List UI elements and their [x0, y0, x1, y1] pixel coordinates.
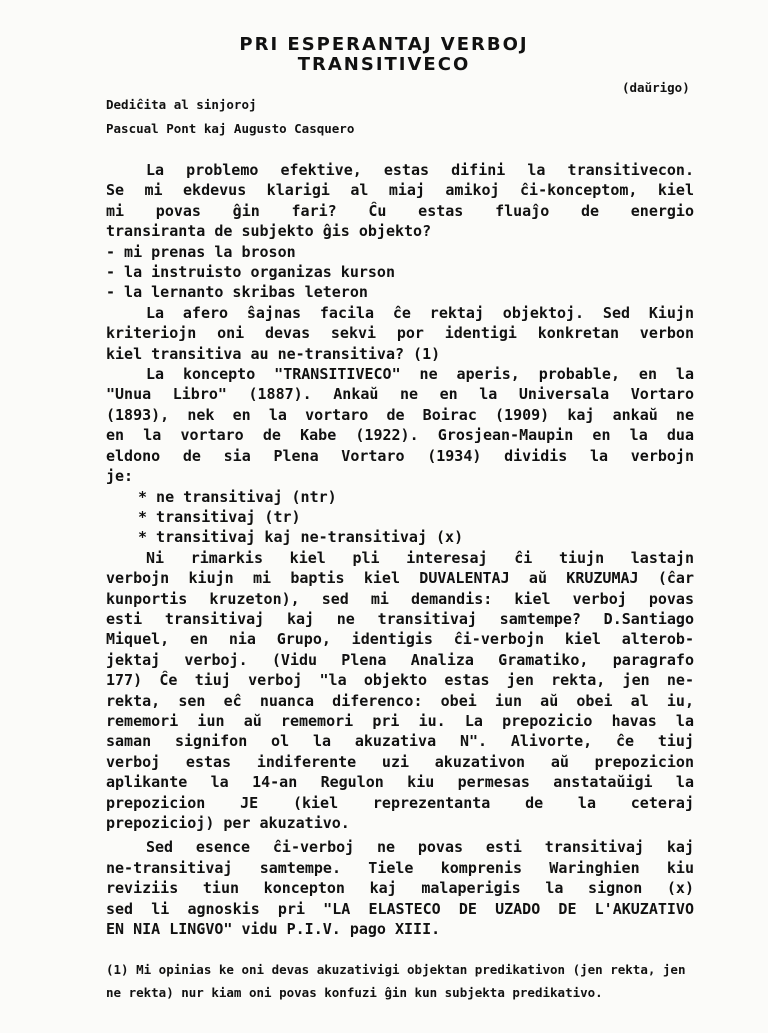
list-item: - mi prenas la broson [106, 242, 296, 261]
list-item: - la lernanto skribas leteron [106, 283, 368, 302]
body-line: jektaj verboj. (Vidu Plena Analiza Gramatiko, paragrafo [106, 650, 694, 669]
body-line: (1893), nek en la vortaro de Boirac (1909) kaj ankaŭ ne [106, 405, 694, 424]
body-line: 177) Ĉe tiuj verboj "la objekto estas jen rekta, jen ne- [106, 671, 694, 690]
body-line: rememori iun aŭ rememori pri iu. La prepozicio havas la [106, 711, 694, 730]
list-item: * ne transitivaj (ntr) [138, 487, 337, 506]
list-item: * transitivaj kaj ne-transitivaj (x) [138, 528, 464, 547]
body-line: mi povas ĝin fari? Ĉu estas fluaĵo de energio [106, 201, 694, 220]
list-item: - la instruisto organizas kurson [106, 263, 395, 282]
body-line: Se mi ekdevus klarigi al miaj amikoj ĉi-konceptom, kiel [106, 181, 694, 200]
continuation-note: (daŭrigo) [622, 80, 690, 95]
body-line: Ni rimarkis kiel pli interesaj ĉi tiujn lastajn [146, 548, 694, 567]
body-line: transiranta de subjekto ĝis objekto? [106, 222, 432, 241]
body-line: je: [106, 467, 134, 486]
body-line: sed li agnoskis pri "LA ELASTECO DE UZADO DE L'AKUZATIVO [106, 899, 694, 918]
dedication-line2: Pascual Pont kaj Augusto Casquero [106, 121, 355, 136]
list-item: * transitivaj (tr) [138, 507, 301, 526]
body-line: La koncepto "TRANSITIVECO" ne aperis, probable, en la [146, 365, 694, 384]
article-body [106, 160, 694, 939]
body-line: saman signifon ol la akuzativa N". Alivorte, ĉe tiuj [106, 732, 694, 751]
body-line: Sed esence ĉi-verboj ne povas esti transitivaj kaj [146, 838, 694, 857]
document-title-line2: TRANSITIVECO [297, 54, 471, 75]
document-title-line1: PRI ESPERANTAJ VERBOJ [239, 34, 529, 55]
body-line: "Unua Libro" (1887). Ankaŭ ne en la Universala Vortaro [106, 385, 694, 404]
footnote-line: (1) Mi opinias ke oni devas akuzativigi objektan predikativon (jen rekta, jen [106, 962, 686, 977]
body-line: La afero ŝajnas facila ĉe rektaj objektoj. Sed Kiujn [146, 303, 694, 322]
body-line: esti transitivaj kaj ne transitivaj samtempe? D.Santiago [106, 609, 694, 628]
body-line: verbojn kiujn mi baptis kiel DUVALENTAJ aŭ KRUZUMAJ (ĉar [106, 569, 694, 588]
body-line: eldono de sia Plena Vortaro (1934) dividis la verbojn [106, 446, 694, 465]
body-line: prepozicion JE (kiel reprezentanta de la ceteraj [106, 793, 694, 812]
body-line: verboj estas indiferente uzi akuzativon aŭ prepozicion [106, 752, 694, 771]
body-line: kunportis kruzeton), sed mi demandis: kiel verboj povas [106, 589, 694, 608]
footnote [106, 958, 696, 1004]
footnote-line: ne rekta) nur kiam oni povas konfuzi ĝin kun subjekta predikativo. [106, 985, 603, 1000]
body-line: EN NIA LINGVO" vidu P.I.V. pago XIII. [106, 920, 441, 939]
body-line: La problemo efektive, estas difini la transitivecon. [146, 161, 694, 179]
body-line: kiel transitiva au ne-transitiva? (1) [106, 344, 441, 363]
body-line: ne-transitivaj samtempe. Tiele komprenis Waringhien kiu [106, 858, 694, 877]
body-line: en la vortaro de Kabe (1922). Grosjean-Maupin en la dua [106, 426, 694, 445]
dedication-line1: Dediĉita al sinjoroj [106, 97, 257, 112]
body-line: prepozicioj) per akuzativo. [106, 814, 350, 832]
body-line: kriteriojn oni devas sekvi por identigi konkretan verbon [106, 324, 694, 343]
body-line: rekta, sen eĉ nuanca diferenco: obei iun aŭ obei al iu, [106, 691, 694, 710]
body-line: aplikante la 14-an Regulon kiu permesas anstataŭigi la [106, 773, 694, 792]
body-line: Miquel, en nia Grupo, identigis ĉi-verbojn kiel alterob- [106, 630, 694, 649]
body-line: reviziis tiun koncepton kaj malaperigis la signon (x) [106, 879, 694, 898]
